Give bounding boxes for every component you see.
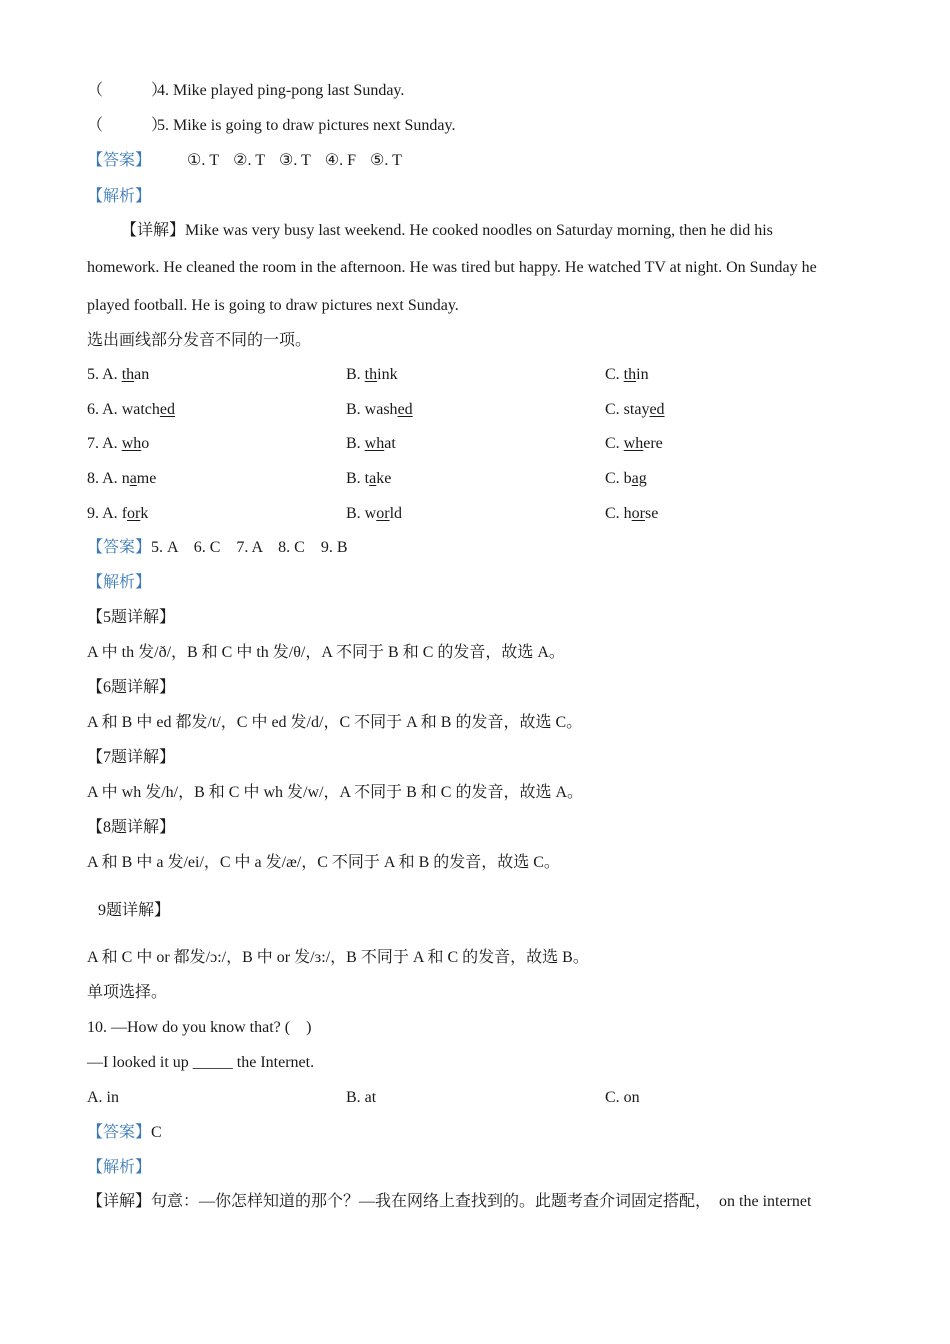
q10-answer: C [151, 1124, 162, 1141]
option-c: C. bag [605, 470, 647, 487]
answer-label: 【答案】 [87, 539, 152, 556]
option-a: 9. A. fork [87, 505, 149, 522]
option-a: 7. A. who [87, 435, 150, 452]
explanation-8-title: 【8题详解】 [87, 819, 176, 836]
option-c: C. horse [605, 505, 659, 522]
option-b: B. think [346, 366, 398, 383]
section-phonics-title: 选出画线部分发音不同的一项。 [87, 332, 312, 349]
section-choice-title: 单项选择。 [87, 984, 168, 1001]
detail-line-3: played football. He is going to draw pictures next Sunday. [87, 297, 459, 314]
option-b: B. take [346, 470, 392, 487]
q10-detail-text: 句意：—你怎样知道的那个？—我在网络上查找到的。此题考查介词固定搭配， on the internet [151, 1193, 812, 1210]
q10-response: —I looked it up _____ the Internet. [87, 1054, 315, 1071]
q10-detail-line [87, 1192, 811, 1212]
option-c: C. thin [605, 366, 649, 383]
analysis-label: 【解析】 [87, 188, 152, 205]
tf-text: 4. Mike played ping-pong last Sunday. [157, 82, 405, 99]
option-a: 5. A. than [87, 366, 150, 383]
tf-answer-1: ①. T [187, 152, 220, 169]
answer-paren[interactable]: （ ） [87, 117, 168, 134]
phonics-answers: 5. A 6. C 7. A 8. C 9. B [151, 539, 348, 556]
answer-paren[interactable]: （ ） [87, 82, 168, 99]
q10-question: 10. —How do you know that? ( ) [87, 1019, 312, 1036]
tf-answer-5: ⑤. T [370, 152, 402, 169]
explanation-9-title: 9题详解】 [98, 902, 171, 919]
q10-option-b[interactable]: B. at [346, 1089, 377, 1106]
explanation-8-text: A 和 B 中 a 发/ei/，C 中 a 发/æ/，C 不同于 A 和 B 的发音，故选 C。 [87, 854, 560, 871]
analysis-label: 【解析】 [87, 574, 152, 591]
option-a: 6. A. watched [87, 401, 175, 418]
option-c: C. stayed [605, 401, 665, 418]
answer-label: 【答案】 [87, 152, 152, 169]
explanation-7-text: A 中 wh 发/h/，B 和 C 中 wh 发/w/，A 不同于 B 和 C 的发音，故选 A。 [87, 784, 584, 801]
explanation-6-title: 【6题详解】 [87, 679, 176, 696]
explanation-5-text: A 中 th 发/ð/，B 和 C 中 th 发/θ/，A 不同于 B 和 C 的发音，故选 A。 [87, 644, 565, 661]
tf-item-5 [87, 116, 455, 136]
phonics-answer-line [87, 538, 348, 558]
option-b: B. what [346, 435, 396, 452]
detail-text: Mike was very busy last weekend. He cooked noodles on Saturday morning, then he did his [185, 222, 773, 239]
tf-answer-4: ④. F [324, 152, 357, 169]
detail-label: 【详解】 [87, 1193, 152, 1210]
option-c: C. where [605, 435, 663, 452]
answer-label: 【答案】 [87, 1124, 152, 1141]
tf-answer-line [87, 151, 402, 171]
q10-option-a[interactable]: A. in [87, 1089, 119, 1106]
q10-answer-line [87, 1123, 162, 1143]
option-a: 8. A. name [87, 470, 157, 487]
q10-option-c[interactable]: C. on [605, 1089, 640, 1106]
analysis-label: 【解析】 [87, 1159, 152, 1176]
option-b: B. world [346, 505, 403, 522]
explanation-7-title: 【7题详解】 [87, 749, 176, 766]
tf-item-4 [87, 81, 404, 101]
tf-answer-3: ③. T [278, 152, 311, 169]
tf-answer-2: ②. T [233, 152, 265, 169]
explanation-9-text: A 和 C 中 or 都发/ɔ:/，B 中 or 发/ɜ:/，B 不同于 A 和 C 的发音，故选 B。 [87, 949, 589, 966]
tf-text: 5. Mike is going to draw pictures next Sunday. [157, 117, 456, 134]
option-b: B. washed [346, 401, 413, 418]
explanation-6-text: A 和 B 中 ed 都发/t/，C 中 ed 发/d/，C 不同于 A 和 B 的发音，故选 C。 [87, 714, 583, 731]
explanation-5-title: 【5题详解】 [87, 609, 176, 626]
detail-line-2: homework. He cleaned the room in the afternoon. He was tired but happy. He watched TV at night. On Sunday he [87, 259, 817, 276]
detail-line-1 [121, 221, 773, 241]
detail-label: 【详解】 [121, 222, 186, 239]
